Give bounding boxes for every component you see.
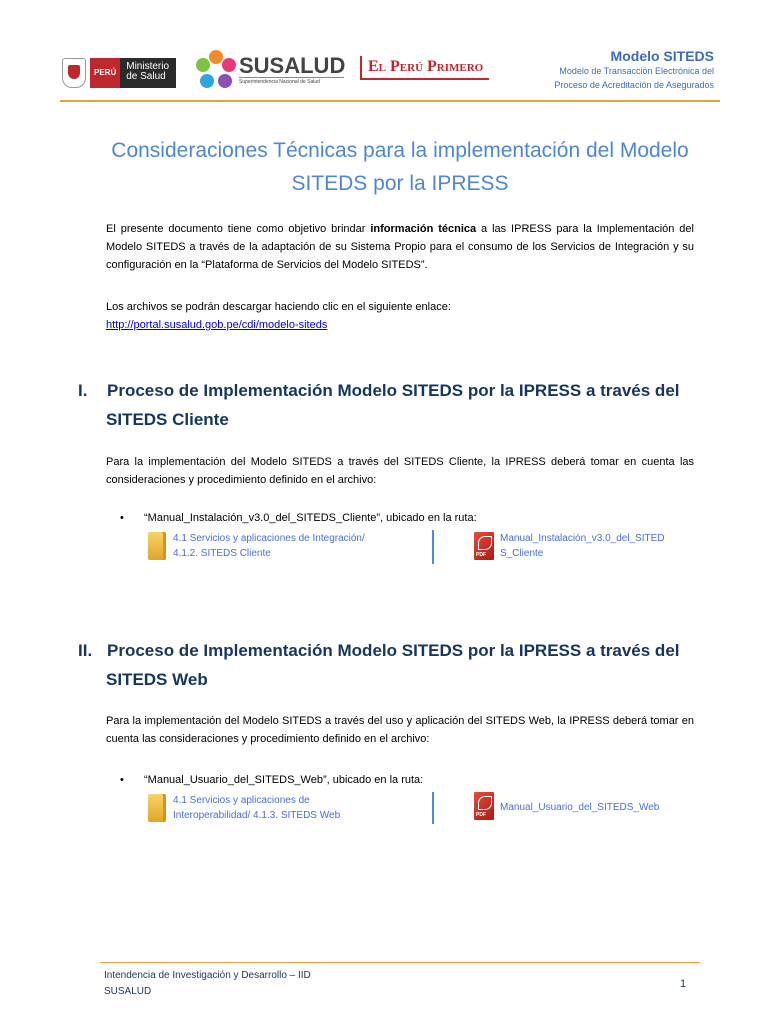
model-title: Modelo SITEDS <box>610 48 714 64</box>
folder-icon <box>148 794 166 822</box>
model-subtitle-2: Proceso de Acreditación de Asegurados <box>554 80 714 90</box>
download-link[interactable]: http://portal.susalud.gob.pe/cdi/modelo-siteds <box>106 319 328 331</box>
header-divider <box>60 100 720 102</box>
title-line-1: Consideraciones Técnicas para la implementación del Modelo <box>111 139 689 162</box>
susalud-name: SUSALUD <box>239 53 346 78</box>
section-2-bullet: • “Manual_Usuario_del_SITEDS_Web”, ubicado en la ruta: <box>120 774 424 786</box>
model-subtitle-1: Modelo de Transacción Electrónica del <box>559 66 714 76</box>
peru-label: PERÚ <box>90 58 120 88</box>
section-1-bullet: • “Manual_Instalación_v3.0_del_SITEDS_Cliente”, ubicado en la ruta: <box>120 512 477 524</box>
minsa-logo <box>62 58 176 88</box>
page-number: 1 <box>680 978 687 990</box>
footer-divider <box>100 962 700 963</box>
section-2-path-link[interactable]: 4.1 Servicios y aplicaciones de Interoperabilidad/ 4.1.3. SITEDS Web <box>173 795 341 821</box>
susalud-flower-icon <box>196 50 236 90</box>
path-divider <box>432 530 434 564</box>
ministerio-label: Ministerio de Salud <box>120 58 176 88</box>
section-2-heading: II. Proceso de Implementación Modelo SITEDS por la IPRESS a través del SITEDS Web <box>78 641 680 689</box>
intro-paragraph: El presente documento tiene como objetivo brindar información técnica a las IPRESS para la Implementación del Modelo SITEDS a través de la adaptación de su Sistema Propio para el consumo de los Servicios de Integración y su configuración en la “Plataforma de Servicios del Modelo SITEDS”. <box>106 223 694 271</box>
section-1-body: Para la implementación del Modelo SITEDS a través del SITEDS Cliente, la IPRESS deberá tomar en cuenta las consideraciones y procedimiento definido en el archivo: <box>106 456 694 486</box>
section-1-heading: I. Proceso de Implementación Modelo SITEDS por la IPRESS a través del SITEDS Cliente <box>78 381 680 429</box>
footer-text <box>104 968 311 1000</box>
folder-icon <box>148 532 166 560</box>
peru-primero-logo: El Perú Primero <box>360 56 489 80</box>
section-2-file-link[interactable]: Manual_Usuario_del_SITEDS_Web <box>500 802 660 813</box>
susalud-subtitle: Superintendencia Nacional de Salud <box>239 77 344 85</box>
footer-line-1: Intendencia de Investigación y Desarrollo – IID <box>104 970 311 981</box>
section-1-path-link[interactable]: 4.1 Servicios y aplicaciones de Integración/ 4.1.2. SITEDS Cliente <box>173 533 365 559</box>
intro-bold: información técnica <box>370 223 477 235</box>
pdf-icon[interactable]: PDF <box>474 532 494 560</box>
download-text: Los archivos se podrán descargar haciendo clic en el siguiente enlace: <box>106 301 451 313</box>
title-line-2: SITEDS por la IPRESS <box>291 172 509 195</box>
path-divider <box>432 792 434 824</box>
section-1-file-link[interactable]: Manual_Instalación_v3.0_del_SITED S_Cliente <box>500 533 665 559</box>
susalud-logo <box>196 50 345 90</box>
header-model-info <box>554 48 714 92</box>
page-header <box>60 44 720 100</box>
peru-shield-icon <box>62 58 86 88</box>
pdf-icon[interactable]: PDF <box>474 792 494 820</box>
document-title <box>100 134 700 200</box>
footer-line-2: SUSALUD <box>104 986 152 997</box>
section-2-body: Para la implementación del Modelo SITEDS a través del uso y aplicación del SITEDS Web, la IPRESS deberá tomar en cuenta las consideraciones y procedimiento definido en el archivo: <box>106 715 694 745</box>
download-paragraph <box>106 298 694 334</box>
